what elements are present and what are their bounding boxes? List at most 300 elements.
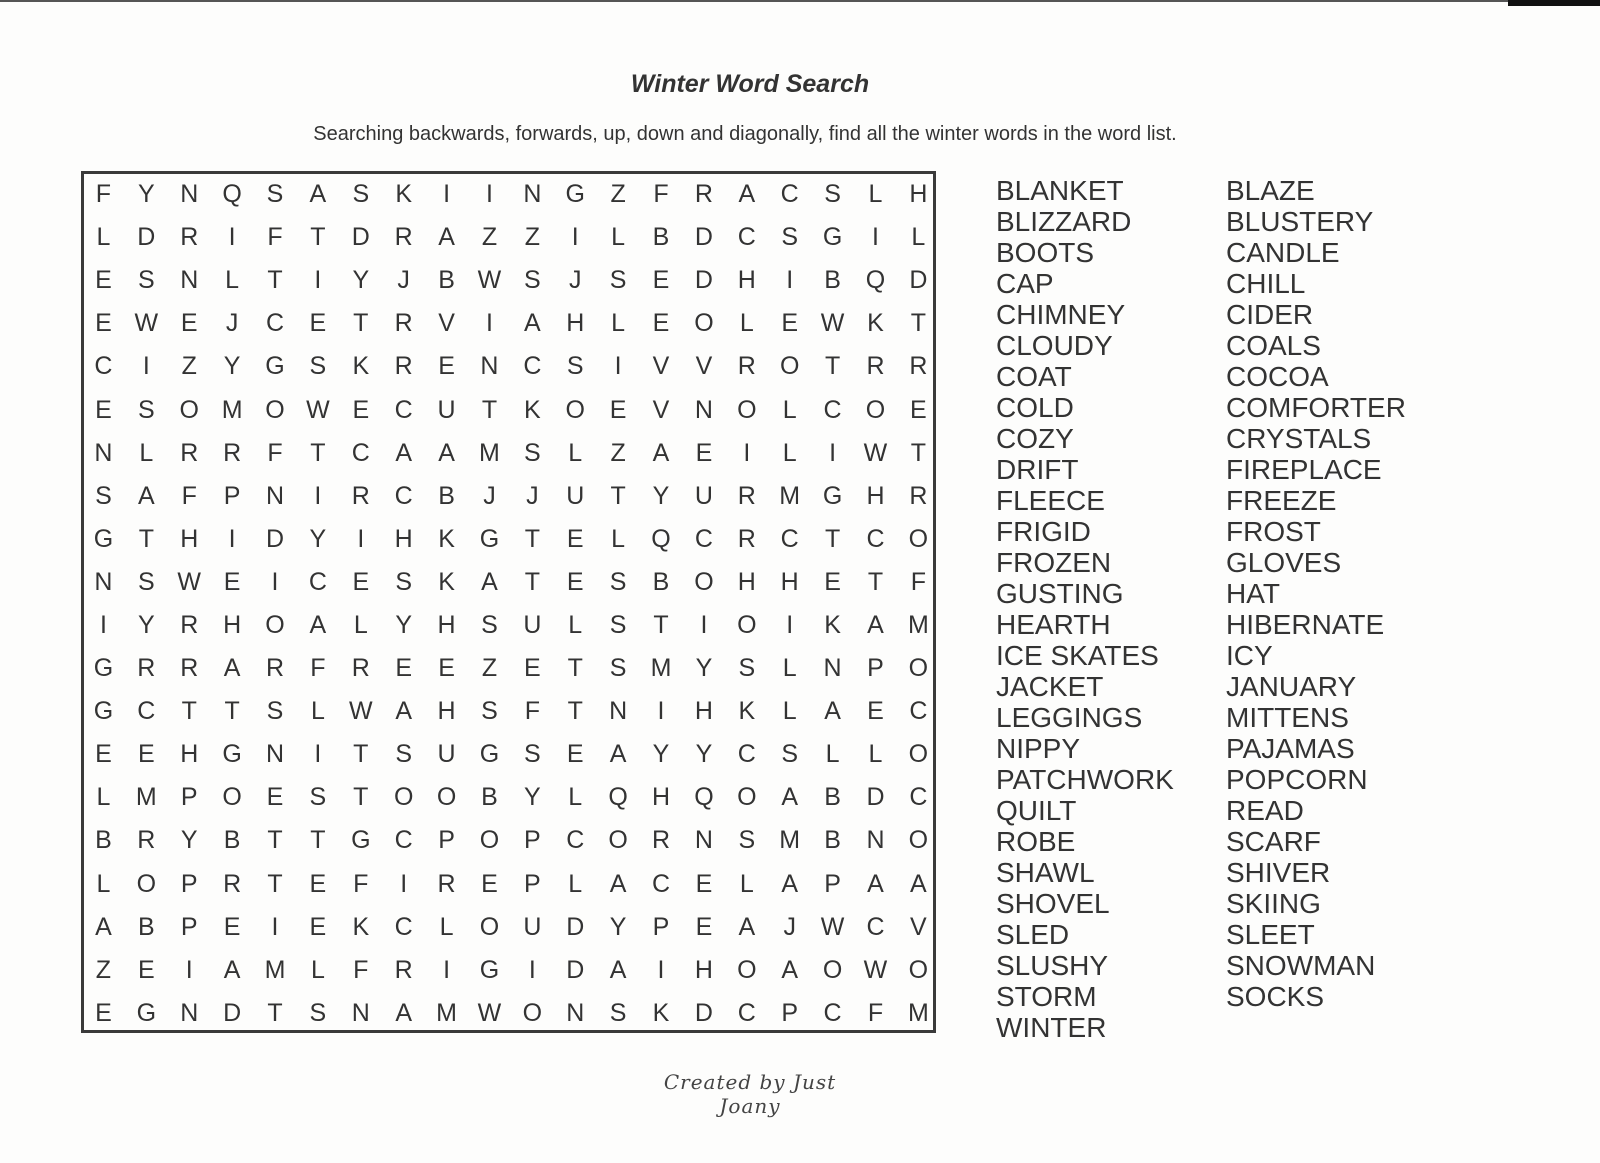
grid-letter[interactable]: E: [652, 309, 670, 338]
grid-letter[interactable]: T: [824, 524, 841, 553]
grid-letter[interactable]: P: [781, 998, 799, 1027]
grid-letter[interactable]: C: [523, 352, 542, 381]
grid-letter[interactable]: E: [223, 912, 241, 941]
grid-letter[interactable]: T: [353, 740, 369, 769]
grid-letter[interactable]: L: [825, 740, 840, 769]
grid-letter[interactable]: E: [137, 740, 155, 769]
grid-letter[interactable]: L: [139, 438, 154, 467]
grid-letter[interactable]: R: [223, 438, 242, 467]
grid-letter[interactable]: S: [609, 610, 627, 639]
grid-letter[interactable]: T: [567, 654, 583, 683]
grid-letter[interactable]: L: [96, 869, 111, 898]
grid-letter[interactable]: N: [480, 352, 499, 381]
grid-letter[interactable]: G: [93, 524, 114, 553]
grid-letter[interactable]: P: [524, 869, 541, 898]
grid-letter[interactable]: G: [822, 481, 843, 510]
grid-letter[interactable]: B: [438, 481, 455, 510]
grid-letter[interactable]: O: [737, 395, 757, 424]
grid-letter[interactable]: Y: [652, 740, 670, 769]
grid-letter[interactable]: G: [565, 180, 585, 209]
grid-letter[interactable]: H: [394, 524, 413, 553]
grid-letter[interactable]: Z: [481, 654, 498, 683]
grid-letter[interactable]: C: [394, 395, 413, 424]
grid-letter[interactable]: P: [180, 783, 198, 812]
grid-letter[interactable]: V: [695, 352, 713, 381]
grid-letter[interactable]: C: [909, 697, 928, 726]
grid-letter[interactable]: Y: [609, 912, 627, 941]
grid-letter[interactable]: Y: [137, 180, 155, 209]
grid-letter[interactable]: T: [267, 869, 283, 898]
grid-letter[interactable]: I: [228, 524, 236, 553]
grid-letter[interactable]: B: [137, 912, 155, 941]
grid-letter[interactable]: I: [314, 481, 322, 510]
grid-letter[interactable]: F: [267, 438, 283, 467]
grid-letter[interactable]: O: [393, 783, 414, 812]
grid-letter[interactable]: U: [566, 481, 585, 510]
grid-letter[interactable]: S: [266, 180, 284, 209]
grid-letter[interactable]: W: [134, 309, 159, 338]
grid-letter[interactable]: L: [439, 912, 454, 941]
grid-letter[interactable]: F: [353, 955, 369, 984]
grid-letter[interactable]: K: [738, 697, 756, 726]
grid-letter[interactable]: O: [694, 567, 714, 596]
grid-letter[interactable]: L: [868, 740, 883, 769]
grid-letter[interactable]: P: [652, 912, 670, 941]
grid-letter[interactable]: S: [781, 223, 799, 252]
grid-letter[interactable]: O: [694, 309, 714, 338]
grid-letter[interactable]: Q: [222, 180, 242, 209]
grid-letter[interactable]: I: [443, 955, 451, 984]
grid-letter[interactable]: L: [739, 309, 754, 338]
grid-letter[interactable]: I: [786, 610, 794, 639]
grid-letter[interactable]: M: [264, 955, 286, 984]
grid-letter[interactable]: E: [481, 869, 498, 898]
grid-letter[interactable]: R: [394, 223, 413, 252]
grid-letter[interactable]: S: [352, 180, 370, 209]
grid-letter[interactable]: A: [781, 955, 799, 984]
grid-letter[interactable]: W: [820, 912, 845, 941]
grid-letter[interactable]: T: [310, 438, 326, 467]
grid-letter[interactable]: P: [824, 869, 841, 898]
grid-letter[interactable]: L: [353, 610, 368, 639]
grid-letter[interactable]: S: [137, 567, 155, 596]
grid-letter[interactable]: I: [700, 610, 708, 639]
grid-letter[interactable]: I: [142, 352, 150, 381]
grid-letter[interactable]: I: [657, 697, 665, 726]
grid-letter[interactable]: R: [180, 223, 199, 252]
grid-letter[interactable]: M: [221, 395, 243, 424]
grid-letter[interactable]: G: [822, 223, 843, 252]
grid-letter[interactable]: O: [822, 955, 843, 984]
grid-letter[interactable]: R: [437, 869, 456, 898]
grid-letter[interactable]: T: [181, 697, 197, 726]
grid-letter[interactable]: N: [180, 266, 199, 295]
grid-letter[interactable]: D: [866, 783, 885, 812]
grid-letter[interactable]: D: [566, 955, 585, 984]
grid-letter[interactable]: I: [185, 955, 193, 984]
grid-letter[interactable]: H: [180, 740, 199, 769]
grid-letter[interactable]: Y: [223, 352, 241, 381]
grid-letter[interactable]: V: [652, 352, 670, 381]
grid-letter[interactable]: H: [694, 697, 713, 726]
grid-letter[interactable]: S: [137, 395, 155, 424]
grid-letter[interactable]: Z: [181, 352, 197, 381]
grid-letter[interactable]: B: [223, 826, 241, 855]
grid-letter[interactable]: Z: [481, 223, 498, 252]
grid-letter[interactable]: H: [694, 955, 713, 984]
grid-letter[interactable]: R: [394, 955, 413, 984]
grid-letter[interactable]: E: [566, 524, 584, 553]
grid-letter[interactable]: V: [652, 395, 670, 424]
grid-letter[interactable]: G: [265, 352, 285, 381]
grid-letter[interactable]: I: [357, 524, 365, 553]
grid-letter[interactable]: H: [737, 567, 756, 596]
grid-letter[interactable]: H: [737, 266, 756, 295]
grid-letter[interactable]: L: [782, 654, 797, 683]
grid-letter[interactable]: I: [571, 223, 579, 252]
grid-letter[interactable]: E: [395, 654, 413, 683]
grid-letter[interactable]: E: [223, 567, 241, 596]
grid-letter[interactable]: M: [907, 610, 929, 639]
grid-letter[interactable]: A: [395, 998, 413, 1027]
grid-letter[interactable]: S: [824, 180, 841, 209]
grid-letter[interactable]: E: [824, 567, 841, 596]
grid-letter[interactable]: O: [865, 395, 886, 424]
grid-letter[interactable]: L: [782, 395, 797, 424]
grid-letter[interactable]: K: [524, 395, 541, 424]
grid-letter[interactable]: M: [479, 438, 500, 467]
grid-letter[interactable]: I: [228, 223, 236, 252]
grid-letter[interactable]: R: [651, 826, 671, 855]
grid-letter[interactable]: A: [395, 438, 413, 467]
grid-letter[interactable]: N: [180, 998, 199, 1027]
grid-letter[interactable]: E: [352, 395, 370, 424]
grid-letter[interactable]: N: [94, 438, 113, 467]
grid-letter[interactable]: L: [96, 783, 111, 812]
grid-letter[interactable]: S: [524, 740, 541, 769]
grid-letter[interactable]: C: [694, 524, 713, 553]
grid-letter[interactable]: H: [651, 783, 671, 812]
grid-letter[interactable]: I: [314, 266, 322, 295]
grid-letter[interactable]: W: [348, 697, 373, 726]
grid-letter[interactable]: D: [265, 524, 285, 553]
grid-letter[interactable]: E: [695, 912, 713, 941]
grid-letter[interactable]: C: [737, 740, 756, 769]
grid-letter[interactable]: B: [481, 783, 498, 812]
grid-letter[interactable]: H: [223, 610, 242, 639]
grid-letter[interactable]: G: [93, 654, 114, 683]
grid-letter[interactable]: O: [479, 826, 500, 855]
grid-letter[interactable]: C: [394, 826, 413, 855]
grid-letter[interactable]: W: [863, 955, 888, 984]
grid-letter[interactable]: A: [867, 610, 884, 639]
grid-letter[interactable]: R: [351, 481, 370, 510]
grid-letter[interactable]: O: [737, 783, 757, 812]
grid-letter[interactable]: L: [782, 438, 797, 467]
grid-letter[interactable]: S: [524, 438, 541, 467]
grid-letter[interactable]: A: [738, 912, 756, 941]
grid-letter[interactable]: O: [737, 610, 757, 639]
grid-letter[interactable]: G: [479, 740, 500, 769]
grid-letter[interactable]: J: [526, 481, 539, 510]
grid-letter[interactable]: F: [653, 180, 669, 209]
grid-letter[interactable]: T: [353, 309, 369, 338]
grid-letter[interactable]: O: [908, 955, 929, 984]
grid-letter[interactable]: L: [611, 309, 626, 338]
grid-letter[interactable]: K: [438, 524, 455, 553]
grid-letter[interactable]: I: [528, 955, 536, 984]
grid-letter[interactable]: S: [266, 697, 284, 726]
grid-letter[interactable]: Y: [180, 826, 198, 855]
grid-letter[interactable]: O: [222, 783, 242, 812]
grid-letter[interactable]: Q: [651, 524, 671, 553]
grid-letter[interactable]: L: [568, 869, 583, 898]
grid-letter[interactable]: R: [394, 309, 413, 338]
grid-letter[interactable]: I: [99, 610, 107, 639]
grid-letter[interactable]: B: [438, 266, 455, 295]
grid-letter[interactable]: W: [477, 998, 502, 1027]
grid-letter[interactable]: E: [352, 567, 370, 596]
grid-letter[interactable]: R: [909, 481, 928, 510]
grid-letter[interactable]: K: [824, 610, 841, 639]
grid-letter[interactable]: T: [910, 438, 926, 467]
grid-letter[interactable]: P: [180, 912, 198, 941]
grid-letter[interactable]: O: [522, 998, 543, 1027]
grid-letter[interactable]: R: [694, 180, 713, 209]
grid-letter[interactable]: D: [694, 266, 713, 295]
grid-letter[interactable]: D: [566, 912, 585, 941]
grid-letter[interactable]: R: [394, 352, 413, 381]
grid-letter[interactable]: T: [653, 610, 669, 639]
grid-letter[interactable]: M: [907, 998, 929, 1027]
grid-letter[interactable]: C: [737, 223, 756, 252]
grid-letter[interactable]: D: [694, 998, 713, 1027]
grid-letter[interactable]: B: [652, 223, 670, 252]
grid-letter[interactable]: G: [93, 697, 114, 726]
grid-letter[interactable]: K: [867, 309, 884, 338]
grid-letter[interactable]: G: [479, 955, 500, 984]
grid-letter[interactable]: S: [481, 697, 498, 726]
grid-letter[interactable]: L: [611, 223, 626, 252]
grid-letter[interactable]: S: [566, 352, 584, 381]
grid-letter[interactable]: E: [695, 438, 713, 467]
grid-letter[interactable]: L: [611, 524, 626, 553]
grid-letter[interactable]: W: [306, 395, 330, 424]
grid-letter[interactable]: Y: [309, 524, 327, 553]
grid-letter[interactable]: S: [524, 266, 541, 295]
grid-letter[interactable]: S: [309, 783, 327, 812]
grid-letter[interactable]: H: [780, 567, 799, 596]
grid-letter[interactable]: J: [783, 912, 796, 941]
grid-letter[interactable]: U: [437, 740, 456, 769]
grid-letter[interactable]: A: [781, 783, 799, 812]
grid-letter[interactable]: N: [566, 998, 585, 1027]
grid-letter[interactable]: T: [267, 826, 283, 855]
grid-letter[interactable]: F: [181, 481, 197, 510]
grid-letter[interactable]: F: [867, 998, 884, 1027]
grid-letter[interactable]: N: [823, 654, 842, 683]
grid-letter[interactable]: S: [395, 740, 413, 769]
grid-letter[interactable]: A: [652, 438, 670, 467]
grid-letter[interactable]: Y: [395, 610, 413, 639]
grid-letter[interactable]: F: [353, 869, 369, 898]
grid-letter[interactable]: R: [866, 352, 885, 381]
grid-letter[interactable]: E: [309, 309, 327, 338]
grid-letter[interactable]: S: [609, 567, 627, 596]
grid-letter[interactable]: A: [309, 610, 327, 639]
grid-letter[interactable]: O: [265, 395, 285, 424]
grid-letter[interactable]: P: [180, 869, 198, 898]
grid-letter[interactable]: L: [310, 955, 325, 984]
grid-letter[interactable]: I: [443, 180, 451, 209]
grid-letter[interactable]: G: [479, 524, 500, 553]
grid-letter[interactable]: T: [224, 697, 240, 726]
grid-letter[interactable]: E: [566, 740, 584, 769]
grid-letter[interactable]: E: [438, 654, 455, 683]
grid-letter[interactable]: F: [95, 180, 112, 209]
grid-letter[interactable]: N: [694, 395, 713, 424]
grid-letter[interactable]: H: [437, 610, 456, 639]
grid-letter[interactable]: V: [910, 912, 927, 941]
grid-letter[interactable]: I: [485, 309, 493, 338]
grid-letter[interactable]: A: [609, 869, 627, 898]
grid-letter[interactable]: U: [523, 610, 542, 639]
grid-letter[interactable]: L: [568, 783, 583, 812]
grid-letter[interactable]: A: [910, 869, 927, 898]
grid-letter[interactable]: A: [438, 438, 455, 467]
grid-letter[interactable]: O: [908, 524, 929, 553]
grid-letter[interactable]: C: [394, 912, 413, 941]
grid-letter[interactable]: O: [565, 395, 585, 424]
grid-letter[interactable]: M: [650, 654, 672, 683]
grid-letter[interactable]: L: [225, 266, 240, 295]
grid-letter[interactable]: C: [394, 481, 413, 510]
grid-letter[interactable]: C: [823, 998, 842, 1027]
grid-letter[interactable]: Y: [652, 481, 670, 510]
grid-letter[interactable]: I: [314, 740, 322, 769]
grid-letter[interactable]: F: [267, 223, 283, 252]
grid-letter[interactable]: B: [824, 266, 841, 295]
grid-letter[interactable]: N: [180, 180, 199, 209]
grid-letter[interactable]: K: [352, 352, 370, 381]
grid-letter[interactable]: A: [481, 567, 498, 596]
grid-letter[interactable]: R: [137, 654, 156, 683]
grid-letter[interactable]: E: [180, 309, 198, 338]
grid-letter[interactable]: I: [271, 567, 279, 596]
grid-letter[interactable]: T: [567, 697, 583, 726]
grid-letter[interactable]: N: [609, 697, 628, 726]
grid-letter[interactable]: E: [95, 998, 112, 1027]
grid-letter[interactable]: O: [479, 912, 500, 941]
grid-letter[interactable]: O: [436, 783, 457, 812]
grid-letter[interactable]: W: [820, 309, 845, 338]
grid-letter[interactable]: U: [437, 395, 456, 424]
grid-letter[interactable]: N: [265, 481, 285, 510]
grid-letter[interactable]: K: [352, 912, 370, 941]
grid-letter[interactable]: C: [823, 395, 842, 424]
grid-letter[interactable]: E: [438, 352, 455, 381]
grid-letter[interactable]: M: [779, 481, 801, 510]
grid-letter[interactable]: C: [265, 309, 285, 338]
grid-letter[interactable]: H: [180, 524, 199, 553]
grid-letter[interactable]: A: [137, 481, 155, 510]
grid-letter[interactable]: A: [609, 740, 627, 769]
grid-letter[interactable]: S: [95, 481, 112, 510]
grid-letter[interactable]: R: [909, 352, 928, 381]
grid-letter[interactable]: U: [523, 912, 542, 941]
grid-letter[interactable]: C: [737, 998, 756, 1027]
grid-letter[interactable]: E: [524, 654, 541, 683]
grid-letter[interactable]: F: [524, 697, 540, 726]
grid-letter[interactable]: C: [351, 438, 370, 467]
grid-letter[interactable]: S: [395, 567, 413, 596]
grid-letter[interactable]: C: [909, 783, 928, 812]
grid-letter[interactable]: E: [95, 740, 112, 769]
grid-letter[interactable]: L: [911, 223, 926, 252]
grid-letter[interactable]: B: [824, 783, 841, 812]
grid-letter[interactable]: R: [137, 826, 156, 855]
grid-letter[interactable]: T: [610, 481, 626, 510]
grid-letter[interactable]: O: [608, 826, 628, 855]
grid-letter[interactable]: N: [523, 180, 542, 209]
grid-letter[interactable]: B: [824, 826, 841, 855]
grid-letter[interactable]: O: [737, 955, 757, 984]
grid-letter[interactable]: L: [568, 438, 583, 467]
grid-letter[interactable]: I: [743, 438, 751, 467]
grid-letter[interactable]: N: [866, 826, 885, 855]
grid-letter[interactable]: T: [867, 567, 884, 596]
grid-letter[interactable]: S: [738, 654, 756, 683]
grid-letter[interactable]: A: [824, 697, 841, 726]
grid-letter[interactable]: H: [566, 309, 585, 338]
grid-letter[interactable]: W: [477, 266, 502, 295]
grid-letter[interactable]: S: [481, 610, 498, 639]
grid-letter[interactable]: N: [265, 740, 285, 769]
grid-letter[interactable]: S: [738, 826, 756, 855]
grid-letter[interactable]: O: [779, 352, 800, 381]
grid-letter[interactable]: A: [395, 697, 413, 726]
grid-letter[interactable]: W: [177, 567, 202, 596]
grid-letter[interactable]: B: [652, 567, 670, 596]
grid-letter[interactable]: A: [781, 869, 799, 898]
grid-letter[interactable]: I: [872, 223, 879, 252]
grid-letter[interactable]: A: [223, 654, 241, 683]
grid-letter[interactable]: Y: [524, 783, 541, 812]
grid-letter[interactable]: H: [909, 180, 928, 209]
grid-letter[interactable]: T: [138, 524, 154, 553]
grid-letter[interactable]: P: [438, 826, 455, 855]
grid-letter[interactable]: C: [308, 567, 327, 596]
grid-letter[interactable]: I: [657, 955, 665, 984]
grid-letter[interactable]: O: [265, 610, 285, 639]
grid-letter[interactable]: H: [866, 481, 885, 510]
grid-letter[interactable]: E: [266, 783, 284, 812]
grid-letter[interactable]: P: [867, 654, 884, 683]
grid-letter[interactable]: E: [867, 697, 884, 726]
grid-letter[interactable]: C: [866, 912, 885, 941]
grid-letter[interactable]: J: [483, 481, 496, 510]
grid-letter[interactable]: A: [95, 912, 112, 941]
grid-letter[interactable]: M: [135, 783, 157, 812]
grid-letter[interactable]: I: [485, 180, 493, 209]
grid-letter[interactable]: J: [397, 266, 410, 295]
grid-letter[interactable]: I: [829, 438, 837, 467]
grid-letter[interactable]: M: [436, 998, 457, 1027]
grid-letter[interactable]: L: [310, 697, 325, 726]
grid-letter[interactable]: N: [94, 567, 113, 596]
grid-letter[interactable]: T: [910, 309, 926, 338]
grid-letter[interactable]: E: [781, 309, 799, 338]
